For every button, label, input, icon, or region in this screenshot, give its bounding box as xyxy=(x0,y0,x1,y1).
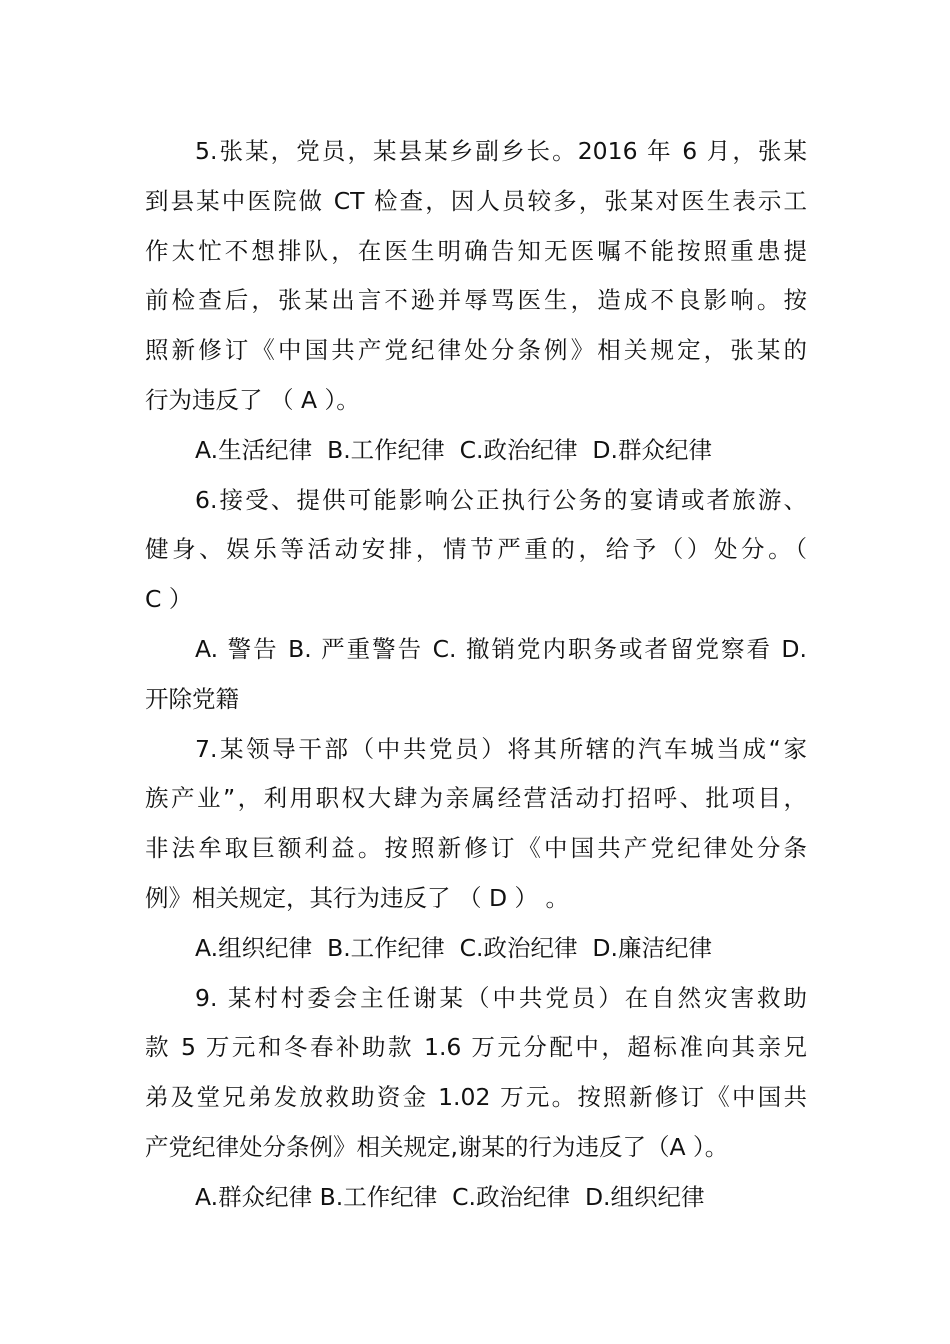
options-line: A.生活纪律 B.工作纪律 C.政治纪律 D.群众纪律 xyxy=(195,435,712,464)
text-line: 族产业”，利用职权大肆为亲属经营活动打招呼、批项目， xyxy=(145,784,807,813)
text-line: 到县某中医院做 CT 检查，因人员较多，张某对医生表示工 xyxy=(145,186,807,215)
text-line: 9. 某村村委会主任谢某（中共党员）在自然灾害救助 xyxy=(195,983,807,1012)
options-line: A.群众纪律 B.工作纪律 C.政治纪律 D.组织纪律 xyxy=(195,1182,705,1211)
question-9-options xyxy=(145,1173,807,1223)
question-5-options xyxy=(145,426,807,476)
document-page xyxy=(145,127,807,1223)
text-line: 弟及堂兄弟发放救助资金 1.02 万元。按照新修订《中国共 xyxy=(145,1083,807,1112)
options-line: A. 警告 B. 严重警告 C. 撤销党内职务或者留党察看 D. xyxy=(195,634,807,663)
options-line: A.组织纪律 B.工作纪律 C.政治纪律 D.廉洁纪律 xyxy=(195,933,712,962)
text-line: 照新修订《中国共产党纪律处分条例》相关规定，张某的 xyxy=(145,336,807,365)
text-line: 6.接受、提供可能影响公正执行公务的宴请或者旅游、 xyxy=(195,485,807,514)
question-6-options xyxy=(145,625,807,725)
question-5 xyxy=(145,127,807,426)
question-6 xyxy=(145,476,807,625)
text-line: 款 5 万元和冬春补助款 1.6 万元分配中，超标准向其亲兄 xyxy=(145,1033,807,1062)
text-line: 例》相关规定，其行为违反了 （ D ） 。 xyxy=(145,883,569,912)
text-line: 非法牟取巨额利益。按照新修订《中国共产党纪律处分条 xyxy=(145,834,807,863)
text-line: 产党纪律处分条例》相关规定,谢某的行为违反了（A ）。 xyxy=(145,1132,729,1161)
text-line: 健身、娱乐等活动安排，情节严重的，给予（）处分。（ xyxy=(145,535,807,564)
question-7-options xyxy=(145,924,807,974)
question-7 xyxy=(145,725,807,924)
text-line: 5.张某，党员，某县某乡副乡长。2016 年 6 月，张某 xyxy=(195,137,807,165)
text-line: 前检查后，张某出言不逊并辱骂医生，造成不良影响。按 xyxy=(145,286,807,315)
text-line: 作太忙不想排队，在医生明确告知无医嘱不能按照重患提 xyxy=(145,236,807,265)
text-line: 7.某领导干部（中共党员）将其所辖的汽车城当成“家 xyxy=(195,734,807,763)
text-line: 行为违反了 （ A ）。 xyxy=(145,385,360,414)
options-line: 开除党籍 xyxy=(145,684,239,713)
question-9 xyxy=(145,974,807,1173)
text-line: C ） xyxy=(145,585,193,614)
